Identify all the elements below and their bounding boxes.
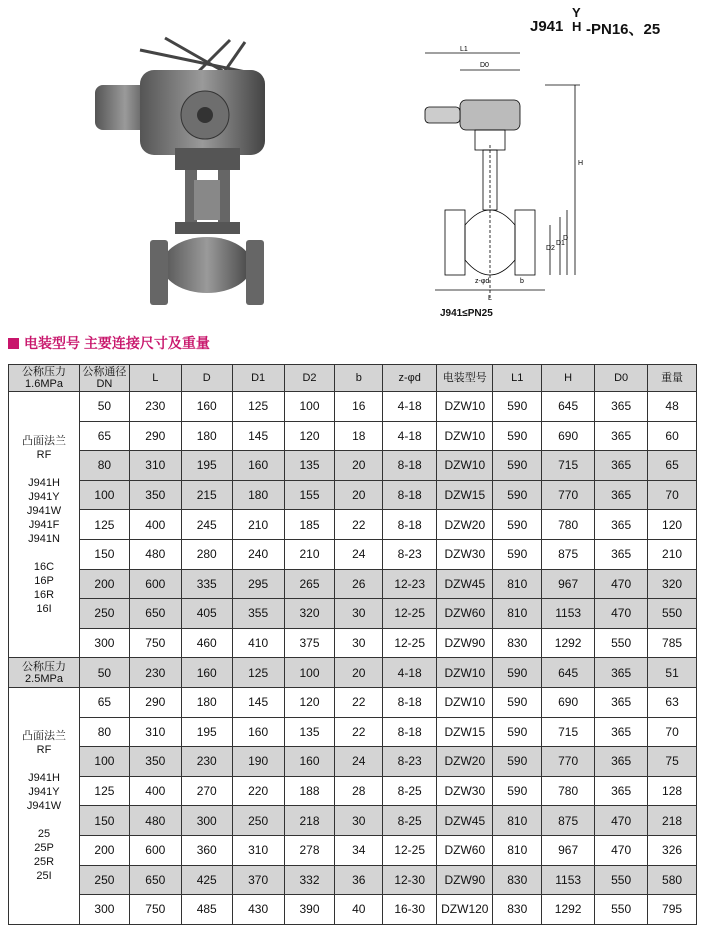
table-cell: 22 [335, 717, 383, 747]
pressure-header: 公称压力 2.5MPa [9, 658, 80, 688]
table-cell: 128 [648, 776, 697, 806]
table-cell: 650 [129, 865, 181, 895]
table-row [9, 895, 697, 925]
table-cell: 18 [335, 421, 383, 451]
table-cell: 30 [335, 806, 383, 836]
table-cell: 100 [284, 658, 335, 688]
column-header: 重量 [648, 365, 697, 392]
table-cell: 580 [648, 865, 697, 895]
table-cell: 24 [335, 539, 383, 569]
table-cell: 365 [595, 451, 648, 481]
table-row [9, 687, 697, 717]
table-cell: DZW30 [437, 539, 493, 569]
page-title [530, 5, 705, 38]
table-cell: 200 [80, 835, 130, 865]
table-cell: 365 [595, 421, 648, 451]
table-cell: 28 [335, 776, 383, 806]
table-cell: 830 [493, 895, 542, 925]
column-header: D2 [284, 365, 335, 392]
table-cell: DZW15 [437, 480, 493, 510]
table-cell: 218 [284, 806, 335, 836]
table-cell: 1153 [542, 865, 595, 895]
table-cell: 195 [181, 717, 232, 747]
section-title [8, 333, 210, 353]
table-cell: 715 [542, 451, 595, 481]
table-cell: 135 [284, 451, 335, 481]
table-cell: 80 [80, 451, 130, 481]
table-cell: 320 [284, 599, 335, 629]
table-cell: 150 [80, 806, 130, 836]
table-cell: 160 [232, 451, 284, 481]
table-cell: 278 [284, 835, 335, 865]
table-cell: DZW10 [437, 451, 493, 481]
table-cell: 180 [232, 480, 284, 510]
table-cell: 590 [493, 747, 542, 777]
table-row [9, 776, 697, 806]
table-cell: 220 [232, 776, 284, 806]
column-header: z-φd [383, 365, 437, 392]
table-cell: 360 [181, 835, 232, 865]
dimension-drawing [420, 45, 605, 310]
column-header: b [335, 365, 383, 392]
table-cell: 390 [284, 895, 335, 925]
table-cell: 4-18 [383, 658, 437, 688]
table-cell: 365 [595, 510, 648, 540]
table-cell: 125 [80, 510, 130, 540]
table-cell: 335 [181, 569, 232, 599]
dim-label-d: D [563, 235, 569, 242]
table-cell: 410 [232, 628, 284, 658]
table-cell: 470 [595, 599, 648, 629]
table-cell: 550 [595, 895, 648, 925]
table-cell: 550 [595, 865, 648, 895]
table-cell: DZW10 [437, 392, 493, 422]
table-cell: 600 [129, 835, 181, 865]
table-cell: 20 [335, 658, 383, 688]
table-cell: 160 [284, 747, 335, 777]
table-cell: 20 [335, 451, 383, 481]
table-row [9, 865, 697, 895]
table-cell: 600 [129, 569, 181, 599]
spec-table [8, 364, 697, 925]
table-cell: DZW120 [437, 895, 493, 925]
table-cell: 590 [493, 392, 542, 422]
table-cell: 460 [181, 628, 232, 658]
table-cell: 365 [595, 776, 648, 806]
table-cell: DZW30 [437, 776, 493, 806]
table-cell: 250 [232, 806, 284, 836]
table-cell: 265 [284, 569, 335, 599]
table-cell: 8-18 [383, 687, 437, 717]
table-row [9, 628, 697, 658]
table-cell: 375 [284, 628, 335, 658]
table-cell: DZW45 [437, 569, 493, 599]
column-header: D [181, 365, 232, 392]
table-cell: 80 [80, 717, 130, 747]
table-cell: 120 [648, 510, 697, 540]
table-cell: 300 [181, 806, 232, 836]
table-cell: 4-18 [383, 392, 437, 422]
drawing-caption: J941≤PN25 [440, 308, 493, 319]
table-cell: 210 [284, 539, 335, 569]
table-row [9, 747, 697, 777]
table-row [9, 451, 697, 481]
table-cell: 135 [284, 717, 335, 747]
table-cell: DZW45 [437, 806, 493, 836]
dim-label-l: L [488, 295, 492, 302]
table-cell: 22 [335, 687, 383, 717]
table-cell: 365 [595, 480, 648, 510]
dim-label-zphid: z-φd [475, 278, 490, 285]
table-cell: 1292 [542, 628, 595, 658]
table-cell: 20 [335, 480, 383, 510]
table-cell: 16-30 [383, 895, 437, 925]
table-cell: 70 [648, 480, 697, 510]
table-cell: 405 [181, 599, 232, 629]
table-cell: 50 [80, 658, 130, 688]
table-row [9, 510, 697, 540]
valve-photo [80, 30, 295, 310]
table-cell: 590 [493, 421, 542, 451]
table-cell: 8-23 [383, 747, 437, 777]
table-cell: 30 [335, 628, 383, 658]
table-cell: 63 [648, 687, 697, 717]
table-cell: 310 [129, 717, 181, 747]
table-cell: 967 [542, 569, 595, 599]
column-header: 公称通径 DN [80, 365, 130, 392]
group-label: 凸面法兰 RF J941H J941Y J941W J941F J941N 16C 16P 16R 16I [9, 392, 80, 658]
table-cell: DZW60 [437, 599, 493, 629]
table-cell: 230 [129, 392, 181, 422]
table-cell: 967 [542, 835, 595, 865]
table-cell: 485 [181, 895, 232, 925]
table-cell: DZW10 [437, 658, 493, 688]
table-cell: 145 [232, 687, 284, 717]
table-cell: 650 [129, 599, 181, 629]
table-cell: 48 [648, 392, 697, 422]
table-cell: 50 [80, 392, 130, 422]
section-marker [8, 338, 19, 349]
table-cell: 120 [284, 687, 335, 717]
table-cell: 230 [129, 658, 181, 688]
table-cell: 160 [232, 717, 284, 747]
table-cell: 218 [648, 806, 697, 836]
table-cell: 180 [181, 687, 232, 717]
table-cell: 590 [493, 480, 542, 510]
table-cell: 150 [80, 539, 130, 569]
table-cell: 400 [129, 776, 181, 806]
table-cell: 100 [80, 747, 130, 777]
dim-label-l1: L1 [460, 46, 468, 53]
table-cell: 750 [129, 628, 181, 658]
table-cell: 60 [648, 421, 697, 451]
table-cell: 370 [232, 865, 284, 895]
table-header-row [9, 365, 697, 392]
table-cell: 400 [129, 510, 181, 540]
table-cell: 100 [284, 392, 335, 422]
table-cell: 215 [181, 480, 232, 510]
table-cell: 34 [335, 835, 383, 865]
table-row [9, 539, 697, 569]
dim-label-h: H [578, 160, 584, 167]
table-cell: 290 [129, 421, 181, 451]
table-cell: 125 [232, 658, 284, 688]
table-cell: 350 [129, 480, 181, 510]
table-cell: 210 [648, 539, 697, 569]
column-header: H [542, 365, 595, 392]
table-cell: 810 [493, 806, 542, 836]
table-cell: 350 [129, 747, 181, 777]
table-cell: 8-25 [383, 776, 437, 806]
table-cell: 875 [542, 806, 595, 836]
table-cell: 470 [595, 835, 648, 865]
table-cell: 470 [595, 806, 648, 836]
section-title-text: 电装型号 主要连接尺寸及重量 [24, 335, 210, 351]
table-cell: 365 [595, 658, 648, 688]
table-cell: DZW15 [437, 717, 493, 747]
table-cell: 480 [129, 539, 181, 569]
table-cell: 480 [129, 806, 181, 836]
table-cell: 810 [493, 569, 542, 599]
table-cell: 51 [648, 658, 697, 688]
table-cell: 470 [595, 569, 648, 599]
table-cell: 8-25 [383, 806, 437, 836]
table-cell: DZW20 [437, 510, 493, 540]
table-row [9, 717, 697, 747]
table-cell: 590 [493, 776, 542, 806]
table-cell: 240 [232, 539, 284, 569]
table-row [9, 658, 697, 688]
title-sup: Y [572, 5, 581, 20]
table-cell: 195 [181, 451, 232, 481]
table-row [9, 569, 697, 599]
table-cell: 795 [648, 895, 697, 925]
table-cell: 425 [181, 865, 232, 895]
table-cell: 30 [335, 599, 383, 629]
table-cell: DZW60 [437, 835, 493, 865]
table-cell: 780 [542, 776, 595, 806]
table-cell: 690 [542, 421, 595, 451]
table-cell: 24 [335, 747, 383, 777]
table-cell: 145 [232, 421, 284, 451]
table-row [9, 599, 697, 629]
table-cell: 810 [493, 835, 542, 865]
dim-label-d0: D0 [480, 62, 489, 69]
table-cell: 770 [542, 480, 595, 510]
table-cell: 365 [595, 717, 648, 747]
table-cell: 70 [648, 717, 697, 747]
table-cell: 280 [181, 539, 232, 569]
table-cell: 4-18 [383, 421, 437, 451]
dim-label-d2: D2 [546, 245, 555, 252]
table-cell: 365 [595, 392, 648, 422]
table-cell: 770 [542, 747, 595, 777]
table-cell: 250 [80, 599, 130, 629]
table-cell: 290 [129, 687, 181, 717]
table-cell: 590 [493, 510, 542, 540]
column-header: D0 [595, 365, 648, 392]
table-row [9, 421, 697, 451]
dim-label-d1: D1 [556, 240, 565, 247]
table-cell: 250 [80, 865, 130, 895]
table-cell: 12-30 [383, 865, 437, 895]
table-cell: 100 [80, 480, 130, 510]
table-cell: 690 [542, 687, 595, 717]
table-cell: 65 [648, 451, 697, 481]
table-cell: 780 [542, 510, 595, 540]
table-row [9, 806, 697, 836]
table-cell: 326 [648, 835, 697, 865]
column-header: D1 [232, 365, 284, 392]
table-cell: 590 [493, 451, 542, 481]
table-cell: 550 [648, 599, 697, 629]
table-cell: 40 [335, 895, 383, 925]
table-cell: 155 [284, 480, 335, 510]
table-cell: 200 [80, 569, 130, 599]
table-cell: 12-25 [383, 835, 437, 865]
table-cell: 310 [232, 835, 284, 865]
title-model: J941 [530, 18, 564, 35]
table-cell: 590 [493, 717, 542, 747]
table-cell: 875 [542, 539, 595, 569]
table-cell: 590 [493, 539, 542, 569]
table-cell: 22 [335, 510, 383, 540]
table-cell: 270 [181, 776, 232, 806]
table-cell: 645 [542, 658, 595, 688]
table-cell: 8-18 [383, 480, 437, 510]
table-cell: 300 [80, 628, 130, 658]
column-header: 电装型号 [437, 365, 493, 392]
title-sub: H [572, 19, 582, 34]
table-cell: 590 [493, 658, 542, 688]
table-cell: 715 [542, 717, 595, 747]
table-cell: 8-23 [383, 539, 437, 569]
group-label: 凸面法兰 RF J941H J941Y J941W 25 25P 25R 25I [9, 687, 80, 924]
table-cell: 430 [232, 895, 284, 925]
table-cell: 785 [648, 628, 697, 658]
table-row [9, 480, 697, 510]
table-cell: 65 [80, 421, 130, 451]
table-cell: 750 [129, 895, 181, 925]
table-cell: 332 [284, 865, 335, 895]
table-cell: 125 [232, 392, 284, 422]
table-cell: DZW20 [437, 747, 493, 777]
table-cell: 188 [284, 776, 335, 806]
table-cell: 365 [595, 747, 648, 777]
table-cell: 26 [335, 569, 383, 599]
column-header: L1 [493, 365, 542, 392]
table-cell: 830 [493, 865, 542, 895]
table-cell: 590 [493, 687, 542, 717]
table-cell: 185 [284, 510, 335, 540]
table-cell: 355 [232, 599, 284, 629]
table-cell: 8-18 [383, 451, 437, 481]
table-cell: 120 [284, 421, 335, 451]
table-cell: 310 [129, 451, 181, 481]
table-cell: 295 [232, 569, 284, 599]
title-pressure: -PN16、25 [586, 21, 661, 38]
table-row [9, 392, 697, 422]
table-cell: 75 [648, 747, 697, 777]
table-cell: 1153 [542, 599, 595, 629]
table-cell: 320 [648, 569, 697, 599]
table-cell: DZW10 [437, 421, 493, 451]
table-cell: 65 [80, 687, 130, 717]
table-cell: 300 [80, 895, 130, 925]
table-cell: 245 [181, 510, 232, 540]
table-cell: DZW90 [437, 865, 493, 895]
table-cell: DZW10 [437, 687, 493, 717]
table-cell: 365 [595, 687, 648, 717]
table-cell: 12-25 [383, 628, 437, 658]
table-cell: 8-18 [383, 717, 437, 747]
table-cell: 125 [80, 776, 130, 806]
table-cell: 180 [181, 421, 232, 451]
table-cell: 190 [232, 747, 284, 777]
table-cell: 12-23 [383, 569, 437, 599]
table-cell: 1292 [542, 895, 595, 925]
column-header: L [129, 365, 181, 392]
table-cell: DZW90 [437, 628, 493, 658]
table-cell: 365 [595, 539, 648, 569]
dim-label-b: b [520, 278, 524, 285]
table-cell: 8-18 [383, 510, 437, 540]
table-cell: 230 [181, 747, 232, 777]
column-header: 公称压力 1.6MPa [9, 365, 80, 392]
table-cell: 210 [232, 510, 284, 540]
table-cell: 16 [335, 392, 383, 422]
table-cell: 550 [595, 628, 648, 658]
table-row [9, 835, 697, 865]
table-cell: 645 [542, 392, 595, 422]
table-cell: 160 [181, 392, 232, 422]
table-cell: 36 [335, 865, 383, 895]
table-cell: 160 [181, 658, 232, 688]
table-cell: 810 [493, 599, 542, 629]
table-cell: 830 [493, 628, 542, 658]
table-cell: 12-25 [383, 599, 437, 629]
